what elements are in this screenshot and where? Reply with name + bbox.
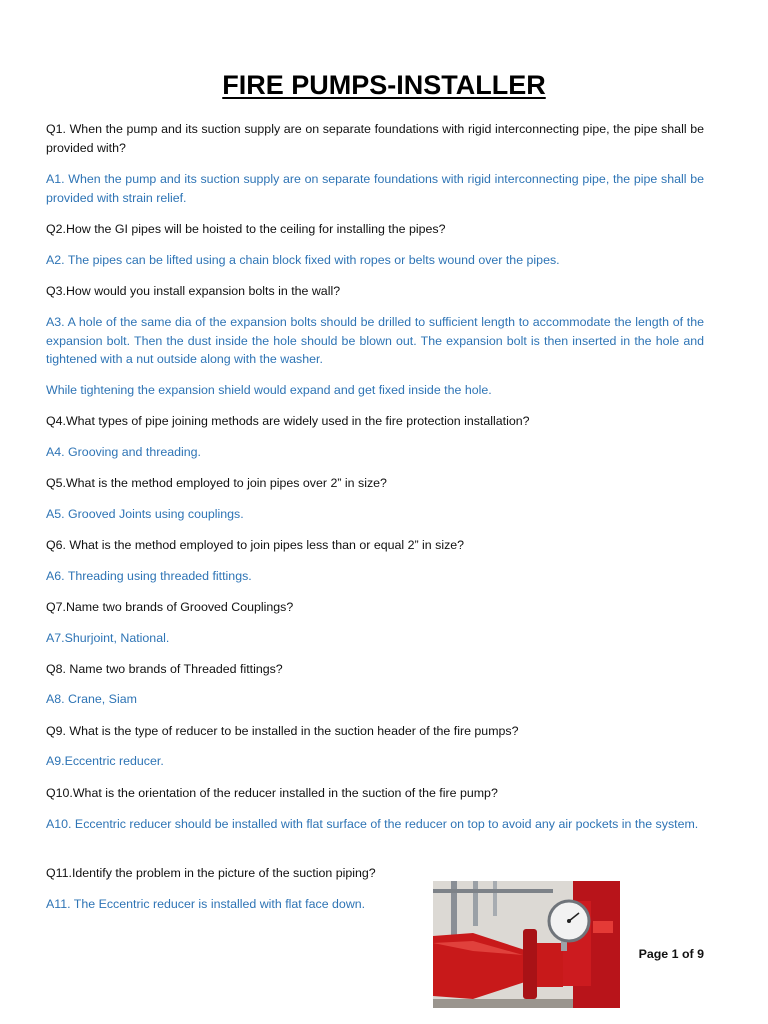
answer-5: A5. Grooved Joints using couplings. — [46, 507, 244, 521]
answer-3: A3. A hole of the same dia of the expansion bolts should be drilled to sufficient length to accommodate the length of the expansion bolt. Then the dust inside the hole should be blown out. The expansion bolt is then inserted in the hole and tightened with a nut outside along with the washer. — [46, 315, 704, 366]
question-2: Q2.How the GI pipes will be hoisted to the ceiling for installing the pipes? — [46, 222, 446, 236]
answer-2: A2. The pipes can be lifted using a chain block fixed with ropes or belts wound over the pipes. — [46, 253, 560, 267]
question-1: Q1. When the pump and its suction supply are on separate foundations with rigid interconnecting pipe, the pipe shall be provided with? — [46, 122, 704, 155]
question-8: Q8. Name two brands of Threaded fittings? — [46, 662, 283, 676]
answer-1: A1. When the pump and its suction supply are on separate foundations with rigid interconnecting pipe, the pipe shall be provided with strain relief. — [46, 172, 704, 205]
question-9: Q9. What is the type of reducer to be installed in the suction header of the fire pumps? — [46, 724, 519, 738]
question-5: Q5.What is the method employed to join pipes over 2” in size? — [46, 476, 387, 490]
question-4: Q4.What types of pipe joining methods are widely used in the fire protection installation? — [46, 414, 530, 428]
answer-7: A7.Shurjoint, National. — [46, 631, 170, 645]
answer-3-continued: While tightening the expansion shield would expand and get fixed inside the hole. — [46, 383, 492, 397]
answer-9: A9.Eccentric reducer. — [46, 754, 164, 768]
answer-11: A11. The Eccentric reducer is installed with flat face down. — [46, 897, 366, 911]
question-10: Q10.What is the orientation of the reducer installed in the suction of the fire pump? — [46, 786, 498, 800]
suction-piping-photo — [433, 881, 620, 1008]
answer-8: A8. Crane, Siam — [46, 692, 137, 706]
page-number: Page 1 of 9 — [638, 947, 704, 961]
answer-4: A4. Grooving and threading. — [46, 445, 201, 459]
question-6: Q6. What is the method employed to join pipes less than or equal 2” in size? — [46, 538, 465, 552]
question-11: Q11.Identify the problem in the picture of the suction piping? — [46, 866, 376, 880]
question-3: Q3.How would you install expansion bolts in the wall? — [46, 284, 341, 298]
answer-10: A10. Eccentric reducer should be installed with flat surface of the reducer on top to avoid any air pockets in the system. — [46, 817, 699, 831]
document-title: FIRE PUMPS-INSTALLER — [222, 70, 546, 100]
answer-6: A6. Threading using threaded fittings. — [46, 569, 252, 583]
question-7: Q7.Name two brands of Grooved Couplings? — [46, 600, 294, 614]
